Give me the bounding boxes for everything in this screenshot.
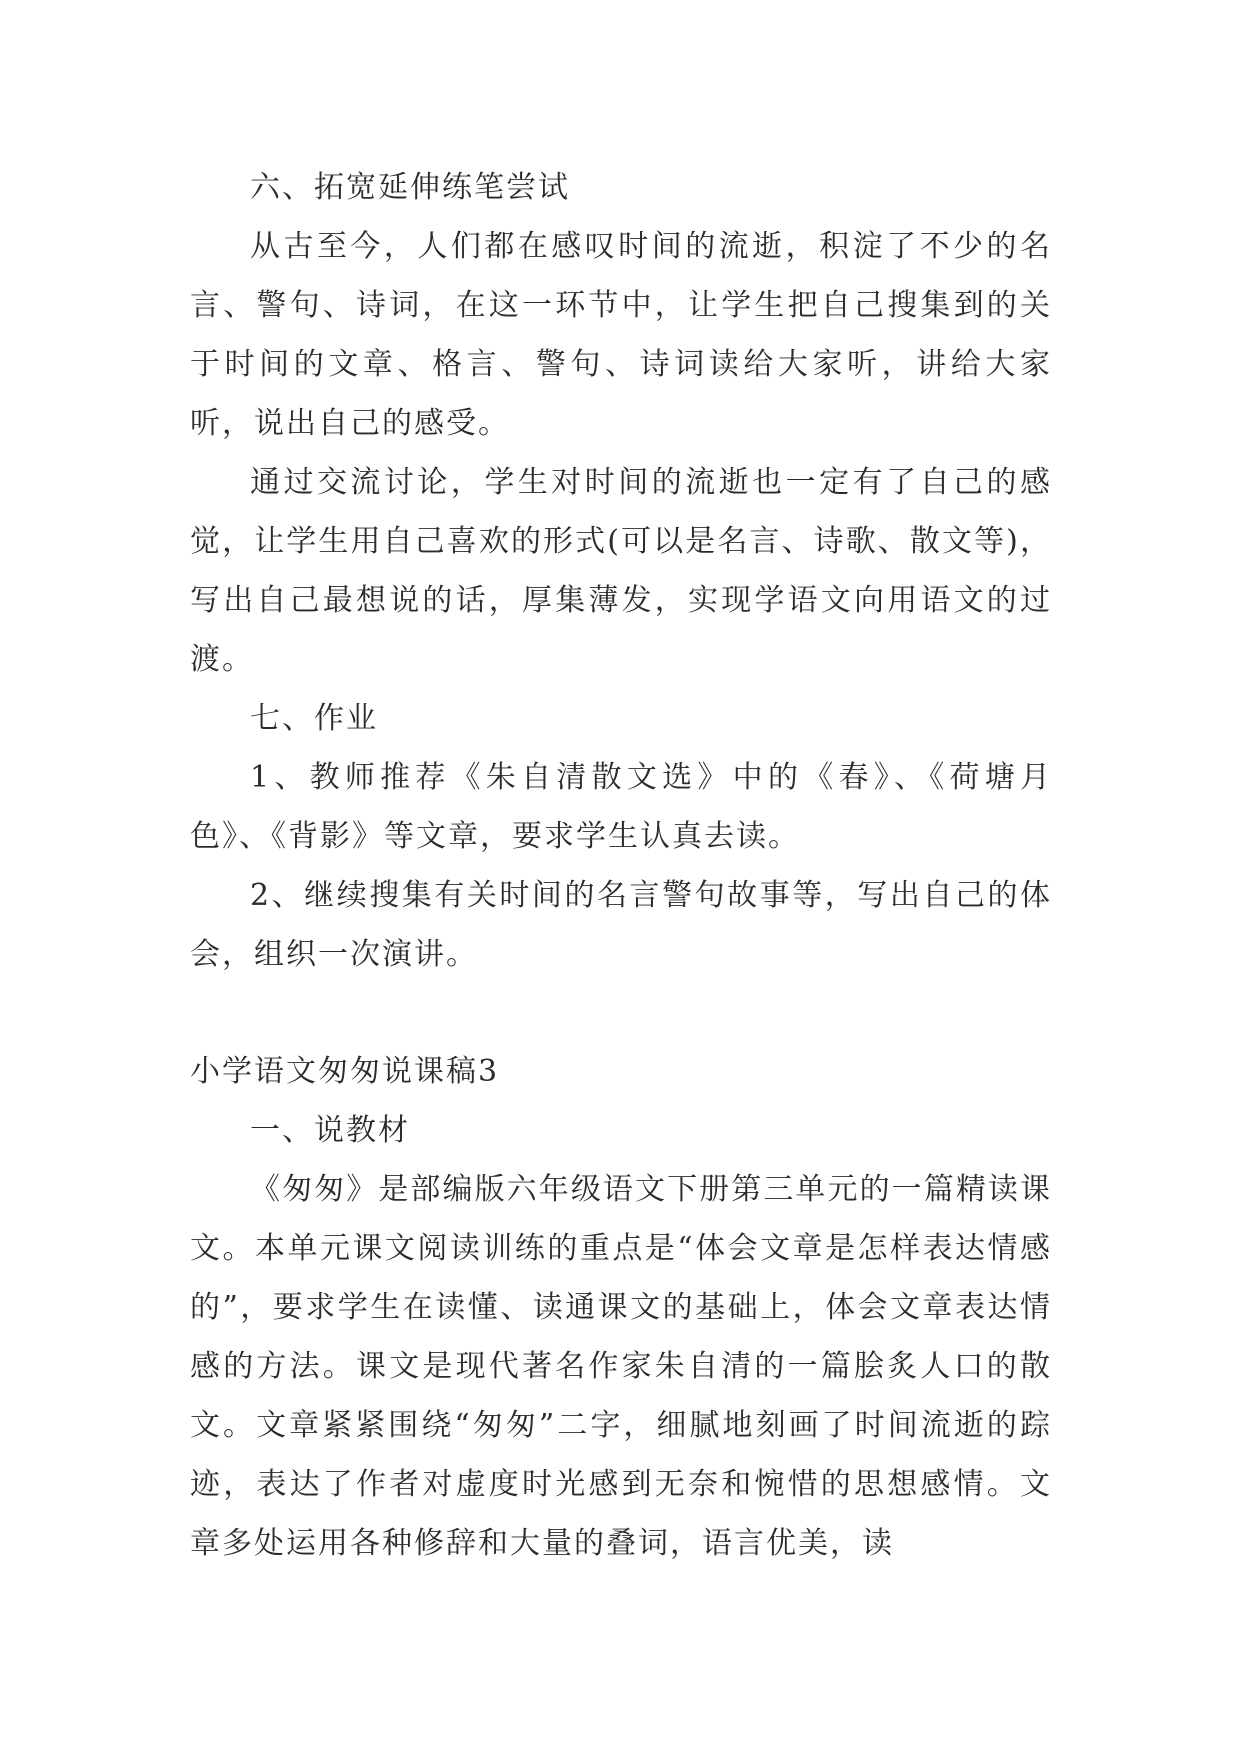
homework-item-2: 2、继续搜集有关时间的名言警句故事等，写出自己的体会，组织一次演讲。 — [190, 878, 1052, 972]
heading-expand-practice: 六、拓宽延伸练笔尝试 — [250, 170, 570, 205]
paragraph-textbook-intro: 《匆匆》是部编版六年级语文下册第三单元的一篇精读课文。本单元课文阅读训练的重点是“体会文章是怎样表达情感的”，要求学生在读懂、读通课文的基础上，体会文章表达情感的方法。课文是现代著名作家朱自清的一篇脍炙人口的散文。文章紧紧围绕“匆匆”二字，细腻地刻画了时间流逝的踪迹，表达了作者对虚度时光感到无奈和惋惜的思想感情。文章多处运用各种修辞和大量的叠词，语言优美，读 — [190, 1172, 1052, 1561]
document-body — [190, 158, 1052, 1573]
heading-homework: 七、作业 — [250, 701, 378, 736]
paragraph-collect-quotes: 从古至今，人们都在感叹时间的流逝，积淀了不少的名言、警句、诗词，在这一环节中，让学生把自己搜集到的关于时间的文章、格言、警句、诗词读给大家听，讲给大家听，说出自己的感受。 — [190, 229, 1052, 441]
homework-item-1: 1、教师推荐《朱自清散文选》中的《春》、《荷塘月色》、《背影》等文章，要求学生认真去读。 — [190, 760, 1052, 854]
heading-textbook: 一、说教材 — [250, 1113, 410, 1148]
paragraph-discussion-writing: 通过交流讨论，学生对时间的流逝也一定有了自己的感觉，让学生用自己喜欢的形式(可以是名言、诗歌、散文等)，写出自己最想说的话，厚集薄发，实现学语文向用语文的过渡。 — [190, 465, 1052, 677]
section-title: 小学语文匆匆说课稿3 — [190, 1054, 500, 1089]
